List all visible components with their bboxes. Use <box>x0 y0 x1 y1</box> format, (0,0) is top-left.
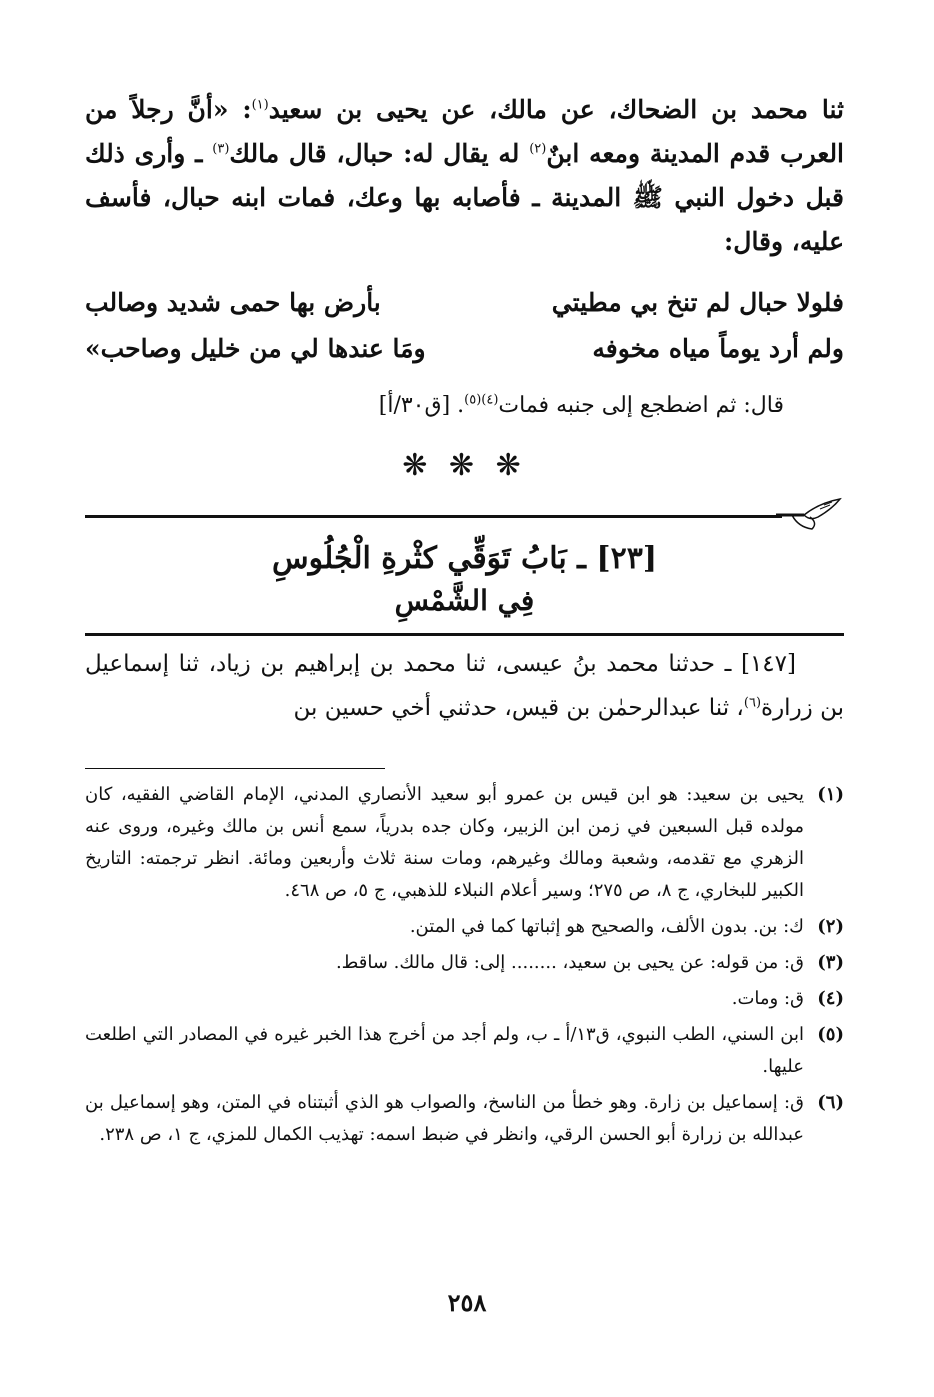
hadith-text-1: [١٤٧] ـ حدثنا محمد بنُ عيسى، ثنا محمد بن إبراهيم بن زياد، ثنا إسماعيل بن زرارة <box>85 651 844 721</box>
footnote-divider <box>85 768 385 769</box>
hadith-text-2: ، ثنا عبدالرحمٰن بن قيس، حدثني أخي حسين بن <box>293 695 744 721</box>
footnote-number: (٦) <box>817 1092 844 1113</box>
intro-paragraph <box>85 88 844 264</box>
page-number: ٢٥٨ <box>447 1288 487 1317</box>
footnote-number: (٣) <box>817 952 844 973</box>
footnote-text: ق: ومات. <box>731 988 804 1009</box>
poem-verse <box>85 326 844 372</box>
footnote-text: ك: بن. بدون الألف، والصحيح هو إثباتها كما في المتن. <box>409 916 804 937</box>
intro-text-1: ثنا محمد بن الضحاك، عن مالك، عن يحيى بن سعيد <box>268 95 844 124</box>
footnote-text: يحيى بن سعيد: هو ابن قيس بن عمرو أبو سعيد الأنصاري المدني، الإمام القاضي الفقيه، كان مولده قبل السبعين في زمن ابن الزبير، وكان جده بدرياً، سمع أنس بن مالك وغيره، وروى عنه الزهري مع تقدمه، وشعبة ومالك وغيرهم، ومات سنة ثلاث وأربعين ومائة. انظر ترجمته: التاريخ الكبير للبخاري، ج ٨، ص ٢٧٥؛ وسير أعلام النبلاء للذهبي، ج ٥، ص ٤٦٨. <box>85 784 804 901</box>
footnote-ref-2[interactable]: (٢) <box>529 141 547 157</box>
chapter-bottom-rule <box>85 633 844 636</box>
intro-text-3: له يقال له: حبال، قال مالك <box>229 139 530 168</box>
footnote-text: ق: من قوله: عن يحيى بن سعيد، ........ إلى: قال مالك. ساقط. <box>335 952 804 973</box>
footnote-text: ابن السني، الطب النبوي، ق١٣/أ ـ ب، ولم أجد من أخرج هذا الخبر غيره في المصادر التي اطلعت عليها. <box>85 1024 804 1077</box>
hadith-paragraph <box>85 642 844 730</box>
chapter-title: [٢٣] ـ بَابُ تَوَقِّي كثْرةِ الْجُلُوسِ <box>271 541 658 576</box>
poem-hemistich-right: ولم أرد يوماً مياه مخوفه <box>592 334 844 363</box>
poem <box>85 280 844 372</box>
closing-text: قال: ثم اضطجع إلى جنبه فمات <box>498 393 784 418</box>
footnote-item <box>85 983 844 1015</box>
intro-text-2: : «أنَّ رجلاً من العرب قدم المدينة ومعه ابنٌ <box>85 95 845 168</box>
footnote-item <box>85 911 844 943</box>
poem-hemistich-right: فلولا حبال لم تنخ بي مطيتي <box>551 288 844 317</box>
footnote-item <box>85 1019 844 1083</box>
footnote-number: (١) <box>817 784 844 805</box>
closing-line <box>85 386 844 426</box>
footnote-item <box>85 779 844 907</box>
intro-text-4: ـ وأرى ذلك قبل دخول النبي ﷺ المدينة ـ فأصابه بها وعك، فمات ابنه حبال، فأسف عليه، وقال: <box>85 139 844 256</box>
footnote-ref-3[interactable]: (٣) <box>212 141 230 157</box>
poem-hemistich-left: ومَا عندها لي من خليل وصاحب» <box>85 334 426 363</box>
poem-verse <box>85 280 844 326</box>
poem-hemistich-left: بأرض بها حمى شديد وصالب <box>85 288 381 317</box>
chapter-top-rule <box>85 493 844 523</box>
footnote-item <box>85 1087 844 1151</box>
footnote-ref-6[interactable]: (٦) <box>743 695 762 711</box>
footnote-ref-4-5[interactable]: (٤)(٥) <box>464 392 499 408</box>
chapter-subtitle: فِي الشَّمْسِ <box>394 584 535 617</box>
quill-hand-icon <box>774 493 844 533</box>
footnote-number: (٤) <box>817 988 844 1009</box>
footnote-text: ق: إسماعيل بن زارة. وهو خطأ من الناسخ، والصواب هو الذي أثبتناه في المتن، وهو إسماعيل بن عبدالله بن زرارة أبو الحسن الرقي، وانظر في ضبط اسمه: تهذيب الكمال للمزي، ج ١، ص ٢٣٨. <box>85 1092 804 1145</box>
footnote-ref-1[interactable]: (١) <box>251 97 269 113</box>
manuscript-reference: . [ق٣٠/أ] <box>378 393 465 418</box>
footnotes <box>85 779 844 1151</box>
rule-line <box>85 515 782 518</box>
page-body <box>85 88 844 1155</box>
footnote-number: (٥) <box>817 1024 844 1045</box>
footnote-number: (٢) <box>817 916 844 937</box>
section-separator: ❋ ❋ ❋ <box>402 448 527 483</box>
footnote-item <box>85 947 844 979</box>
